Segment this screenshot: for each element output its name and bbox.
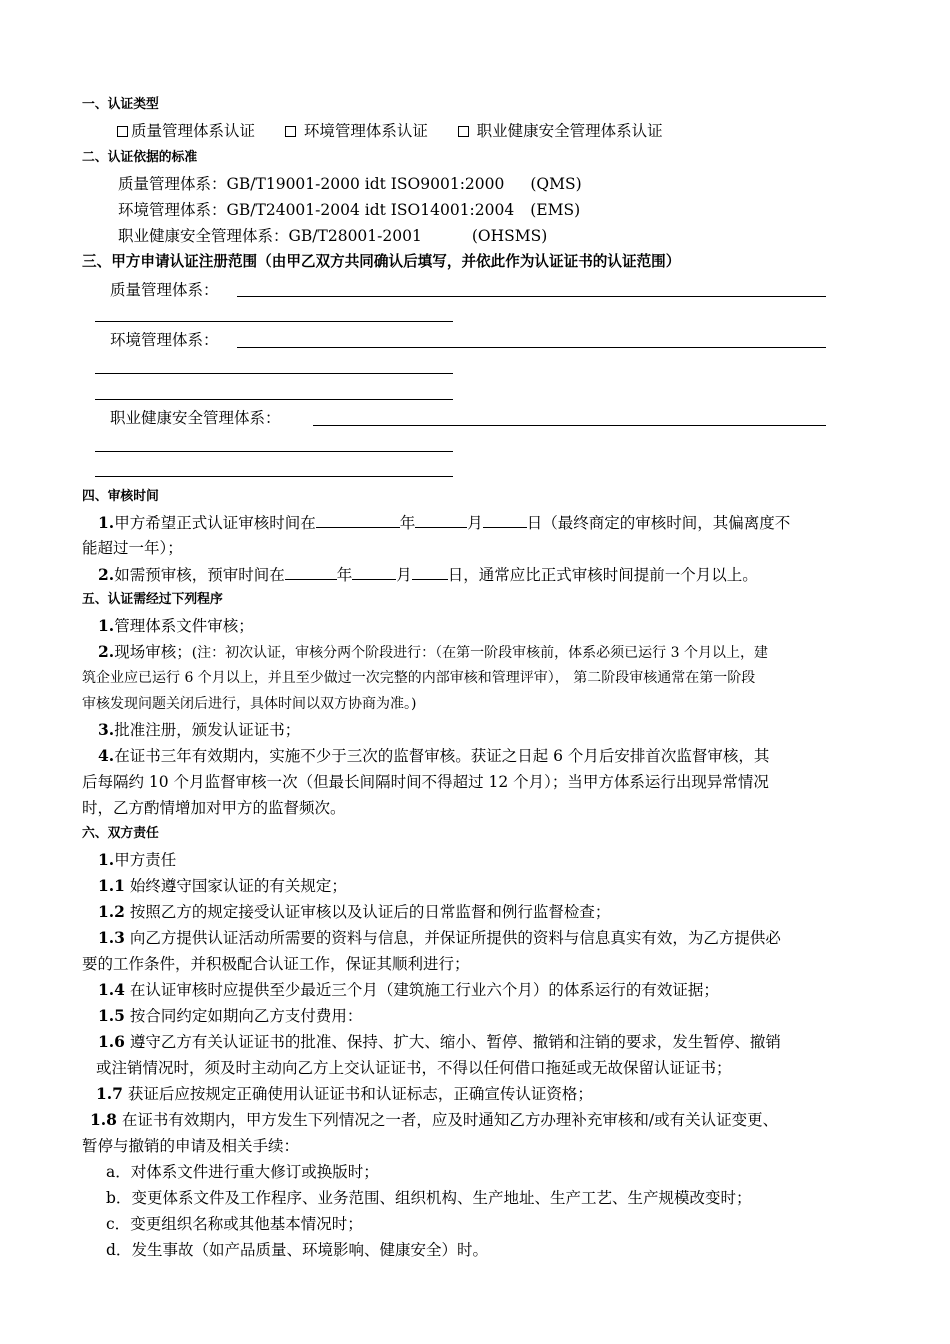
responsibility-1-1 bbox=[98, 876, 347, 896]
standard-code: GB/T24001-2004 idt ISO14001:2004 bbox=[226, 201, 515, 219]
case-text: 变更组织名称或其他基本情况时； bbox=[130, 1215, 363, 1233]
scope-qms-label: 质量管理体系： bbox=[110, 281, 219, 299]
item-number: 1.7 bbox=[96, 1084, 123, 1103]
item-text: 遵守乙方有关认证证书的批准、保持、扩大、缩小、暂停、撤销和注销的要求，发生暂停、撤销 bbox=[129, 1033, 781, 1051]
procedure-item-2-note-3: 审核发现问题关闭后进行，具体时间以双方协商为准。) bbox=[82, 696, 417, 712]
item-note: (注：初次认证，审核分两个阶段进行：（在第一阶段审核前，体系必须已运行 3 个月以上，建 bbox=[191, 645, 768, 661]
scope-ohsms-input-line-1[interactable] bbox=[313, 425, 826, 426]
checkbox-ems[interactable] bbox=[285, 126, 296, 137]
audit-time-formal bbox=[98, 512, 790, 533]
standard-code: GB/T28001-2001 bbox=[288, 227, 422, 245]
section-3-heading: 三、甲方申请认证注册范围（由甲乙双方共同确认后填写，并依此作为认证证书的认证范围） bbox=[82, 253, 681, 270]
standard-name: 质量管理体系： bbox=[118, 175, 227, 193]
standard-abbr: (QMS) bbox=[530, 175, 582, 193]
item-number: 1. bbox=[98, 616, 115, 635]
scope-qms-input-line-2[interactable] bbox=[95, 321, 453, 322]
item-number: 3. bbox=[98, 720, 115, 739]
item-number: 1.2 bbox=[98, 902, 125, 921]
case-key: b． bbox=[106, 1189, 132, 1207]
procedure-item-2-note-2: 筑企业应已运行 6 个月以上，并且至少做过一次完整的内部审核和管理评审）， 第二阶段审核通常在第一阶段 bbox=[82, 670, 756, 686]
item-text: 如需预审核，预审时间在 bbox=[114, 566, 285, 584]
section-6-heading: 六、双方责任 bbox=[82, 826, 159, 841]
scope-ems-input-line-3[interactable] bbox=[95, 399, 453, 400]
procedure-item-1 bbox=[98, 616, 254, 636]
month-label: 月 bbox=[467, 514, 483, 532]
section-1-heading: 一、认证类型 bbox=[82, 97, 159, 112]
formal-month-input[interactable] bbox=[415, 512, 467, 528]
item-number: 1. bbox=[98, 513, 115, 532]
procedure-item-4-line-2: 后每隔约 10 个月监督审核一次（但最长间隔时间不得超过 12 个月）；当甲方体系运行出现异常情况 bbox=[82, 773, 769, 791]
item-number: 1.6 bbox=[98, 1032, 125, 1051]
item-number: 2. bbox=[98, 642, 115, 661]
case-b bbox=[106, 1188, 751, 1208]
standard-ohsms bbox=[118, 226, 547, 246]
responsibility-1-2 bbox=[98, 902, 610, 922]
item-number: 2. bbox=[98, 565, 115, 584]
year-label: 年 bbox=[336, 566, 353, 584]
responsibility-1-8 bbox=[90, 1110, 778, 1130]
section-5-heading: 五、认证需经过下列程序 bbox=[82, 592, 223, 607]
responsibility-1-7 bbox=[96, 1084, 593, 1104]
case-text: 对体系文件进行重大修订或换版时； bbox=[130, 1163, 379, 1181]
item-number: 1.4 bbox=[98, 980, 125, 999]
item-number: 1.8 bbox=[90, 1110, 117, 1129]
item-text: 甲方责任 bbox=[114, 851, 177, 869]
item-text: 在认证审核时应提供至少最近三个月（建筑施工行业六个月）的体系运行的有效证据； bbox=[129, 981, 719, 999]
item-number: 1.5 bbox=[98, 1006, 125, 1025]
case-c bbox=[106, 1214, 363, 1234]
party-a-heading bbox=[98, 850, 176, 870]
standard-code: GB/T19001-2000 idt ISO9001:2000 bbox=[226, 175, 505, 193]
item-text: 在证书三年有效期内，实施不少于三次的监督审核。获证之日起 6 个月后安排首次监督审核，其 bbox=[114, 747, 770, 765]
scope-qms-input-line-1[interactable] bbox=[237, 296, 826, 297]
case-key: c． bbox=[106, 1215, 131, 1233]
case-d bbox=[106, 1240, 488, 1260]
pre-month-input[interactable] bbox=[352, 564, 396, 580]
item-text: 按合同约定如期向乙方支付费用： bbox=[129, 1007, 363, 1025]
responsibility-1-4 bbox=[98, 980, 719, 1000]
item-number: 1.3 bbox=[98, 928, 125, 947]
item-text: 甲方希望正式认证审核时间在 bbox=[114, 514, 316, 532]
item-text: 向乙方提供认证活动所需要的资料与信息，并保证所提供的资料与信息真实有效，为乙方提供必 bbox=[129, 929, 781, 947]
day-label: 日（最终商定的审核时间，其偏离度不 bbox=[526, 514, 791, 532]
formal-year-input[interactable] bbox=[316, 512, 400, 528]
responsibility-1-6 bbox=[98, 1032, 781, 1052]
pre-day-input[interactable] bbox=[412, 564, 448, 580]
option-qms-label: 质量管理体系认证 bbox=[131, 122, 256, 140]
responsibility-1-8-line-2: 暂停与撤销的申请及相关手续： bbox=[82, 1137, 300, 1155]
scope-ohsms-input-line-2[interactable] bbox=[95, 451, 453, 452]
procedure-item-2 bbox=[98, 642, 768, 663]
item-text: 管理体系文件审核； bbox=[114, 617, 254, 635]
standard-ems bbox=[118, 200, 580, 220]
checkbox-qms[interactable] bbox=[117, 126, 128, 137]
section-4-heading: 四、审核时间 bbox=[82, 489, 159, 504]
checkbox-ohsms[interactable] bbox=[458, 126, 469, 137]
standard-qms bbox=[118, 174, 582, 194]
case-a bbox=[106, 1162, 379, 1182]
scope-ems-label: 环境管理体系： bbox=[110, 331, 219, 349]
option-ems-label: 环境管理体系认证 bbox=[303, 122, 428, 140]
item-text: 按照乙方的规定接受认证审核以及认证后的日常监督和例行监督检查； bbox=[129, 903, 611, 921]
item-text: 现场审核； bbox=[114, 643, 192, 661]
procedure-item-3 bbox=[98, 720, 300, 740]
audit-time-pre bbox=[98, 564, 758, 585]
item-number: 4. bbox=[98, 746, 115, 765]
item-text: 批准注册，颁发认证证书； bbox=[114, 721, 301, 739]
scope-ohsms-input-line-3[interactable] bbox=[95, 476, 453, 477]
section-2-heading: 二、认证依据的标准 bbox=[82, 150, 198, 165]
responsibility-1-6-line-2: 或注销情况时，须及时主动向乙方上交认证证书，不得以任何借口拖延或无故保留认证证书； bbox=[96, 1059, 732, 1077]
procedure-item-4 bbox=[98, 746, 769, 766]
item-number: 1.1 bbox=[98, 876, 125, 895]
case-text: 发生事故（如产品质量、环境影响、健康安全）时。 bbox=[131, 1241, 488, 1259]
audit-time-formal-cont: 能超过一年）； bbox=[82, 539, 183, 557]
scope-ems-input-line-1[interactable] bbox=[237, 347, 826, 348]
case-key: d． bbox=[106, 1241, 132, 1259]
day-label: 日，通常应比正式审核时间提前一个月以上。 bbox=[447, 566, 758, 584]
scope-ems-input-line-2[interactable] bbox=[95, 373, 453, 374]
responsibility-1-5 bbox=[98, 1006, 362, 1026]
standard-name: 职业健康安全管理体系： bbox=[118, 227, 289, 245]
responsibility-1-3-line-2: 要的工作条件，并积极配合认证工作，保证其顺利进行； bbox=[82, 955, 470, 973]
formal-day-input[interactable] bbox=[483, 512, 527, 528]
pre-year-input[interactable] bbox=[285, 564, 337, 580]
month-label: 月 bbox=[396, 566, 412, 584]
procedure-item-4-line-3: 时，乙方酌情增加对甲方的监督频次。 bbox=[82, 799, 346, 817]
item-text: 获证后应按规定正确使用认证证书和认证标志，正确宣传认证资格； bbox=[127, 1085, 593, 1103]
case-key: a． bbox=[106, 1163, 131, 1181]
case-text: 变更体系文件及工作程序、业务范围、组织机构、生产地址、生产工艺、生产规模改变时； bbox=[131, 1189, 752, 1207]
responsibility-1-3 bbox=[98, 928, 781, 948]
standard-abbr: (OHSMS) bbox=[471, 227, 548, 245]
year-label: 年 bbox=[399, 514, 416, 532]
item-text: 在证书有效期内，甲方发生下列情况之一者，应及时通知乙方办理补充审核和/或有关认证变更、 bbox=[121, 1111, 779, 1129]
certification-type-options bbox=[117, 121, 663, 141]
standard-name: 环境管理体系： bbox=[118, 201, 227, 219]
scope-ohsms-label: 职业健康安全管理体系： bbox=[110, 409, 281, 427]
option-ohsms-label: 职业健康安全管理体系认证 bbox=[476, 122, 663, 140]
standard-abbr: (EMS) bbox=[530, 201, 581, 219]
item-text: 始终遵守国家认证的有关规定； bbox=[129, 877, 347, 895]
item-number: 1. bbox=[98, 850, 115, 869]
